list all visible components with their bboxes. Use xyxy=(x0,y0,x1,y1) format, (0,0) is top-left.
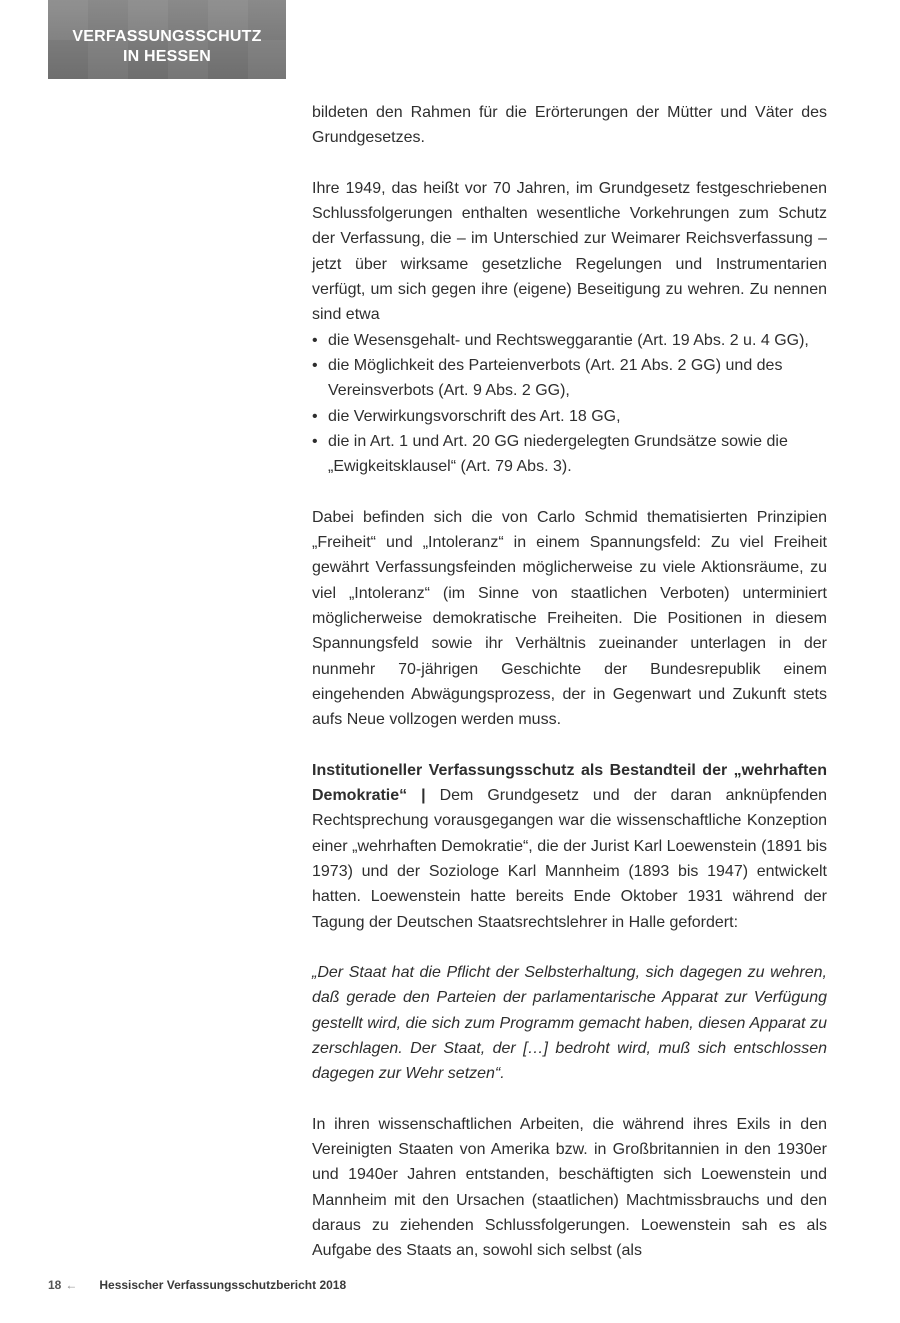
paragraph-wehrhafte-demokratie xyxy=(312,758,827,935)
arrow-left-icon: ← xyxy=(65,1278,78,1292)
list-item: • die Verwirkungsvorschrift des Art. 18 GG, xyxy=(312,404,827,429)
paragraph-intro: bildeten den Rahmen für die Erörterungen der Mütter und Väter des Grundgesetzes. xyxy=(312,104,827,147)
section-header-tab xyxy=(48,0,286,79)
list-item: • die in Art. 1 und Art. 20 GG niedergelegten Grundsätze sowie die „Ewigkeitsklausel“ (Art. 79 Abs. 3). xyxy=(312,429,827,480)
footer-title: Hessischer Verfassungsschutzbericht 2018 xyxy=(99,1278,347,1292)
list-item: • die Wesensgehalt- und Rechtsweggarantie (Art. 19 Abs. 2 u. 4 GG), xyxy=(312,328,827,353)
header-title-line1: VERFASSUNGSSCHUTZ xyxy=(72,28,262,45)
page-footer xyxy=(48,1278,346,1292)
list-item: • die Möglichkeit des Parteienverbots (Art. 21 Abs. 2 GG) und des Vereinsverbots (Art. 9 Abs. 2 GG), xyxy=(312,353,827,404)
header-title-line2: IN HESSEN xyxy=(122,48,212,65)
paragraph-grundgesetz: Ihre 1949, das heißt vor 70 Jahren, im Grundgesetz festgeschriebenen Schlussfolgerungen enthalten wesentliche Vorkehrungen zum Schutz der Verfassung, die – im Unterschied zur Weimarer Reichsverfassung – jetzt über wirksame gesetzliche Regelungen und Instrumentarien verfügt, um sich gegen ihre (eigene) Beseitigung zu wehren. Zu nennen sind etwa xyxy=(312,179,827,324)
quote-loewenstein: „Der Staat hat die Pflicht der Selbsterhaltung, sich dagegen zu wehren, daß gerade den Parteien der parlamentarische Apparat zur Verfügung gestellt wird, die sich zum Programm gemacht haben, diesen Apparat zu zerschlagen. Der Staat, der […] bedroht wird, muß sich entschlossen dagegen zur Wehr setzen“. xyxy=(312,964,827,1083)
section-heading: Institutioneller Verfassungsschutz als Bestandteil der „wehrhaften Demokratie“ | xyxy=(312,761,827,805)
paragraph-spannungsfeld: Dabei befinden sich die von Carlo Schmid thematisierten Prinzipien „Freiheit“ und „Intoleranz“ in einem Spannungsfeld: Zu viel Freiheit gewährt Verfassungsfeinden möglicherweise zu viele Aktionsräume, zu viel „Intoleranz“ (im Sinne von staatlichen Verboten) unterminiert möglicherweise demokratische Freiheiten. Die Positionen in diesem Spannungsfeld sowie ihr Verhältnis zueinander unterlagen in der nunmehr 70-jährigen Geschichte der Bundesrepublik einem eingehenden Abwägungsprozess, der in Gegenwart und Zukunft stets aufs Neue vollzogen werden muss. xyxy=(312,508,827,729)
bullet-list xyxy=(312,328,827,480)
main-text-column xyxy=(312,100,827,1264)
paragraph-exil: In ihren wissenschaftlichen Arbeiten, die während ihres Exils in den Vereinigten Staaten von Amerika bzw. in Großbritannien in den 1930er und 1940er Jahren entstanden, beschäftigten sich Loewenstein und Mannheim mit den Ursachen (staatlichen) Machtmissbrauchs und den daraus zu ziehenden Schlussfolgerungen. Loewenstein sah es als Aufgabe des Staats an, sowohl sich selbst (als xyxy=(312,1115,827,1260)
page-number: 18 xyxy=(48,1278,62,1292)
paragraph-text: Dem Grundgesetz und der daran anknüpfenden Rechtsprechung vorausgegangen war die wissenschaftliche Konzeption einer „wehrhaften Demokratie“, die der Jurist Karl Loewenstein (1891 bis 1973) und der Soziologe Karl Mannheim (1893 bis 1947) entwickelt hatten. Loewenstein hatte bereits Ende Oktober 1931 während der Tagung der Deutschen Staatsrechtslehrer in Halle gefordert: xyxy=(312,787,828,931)
